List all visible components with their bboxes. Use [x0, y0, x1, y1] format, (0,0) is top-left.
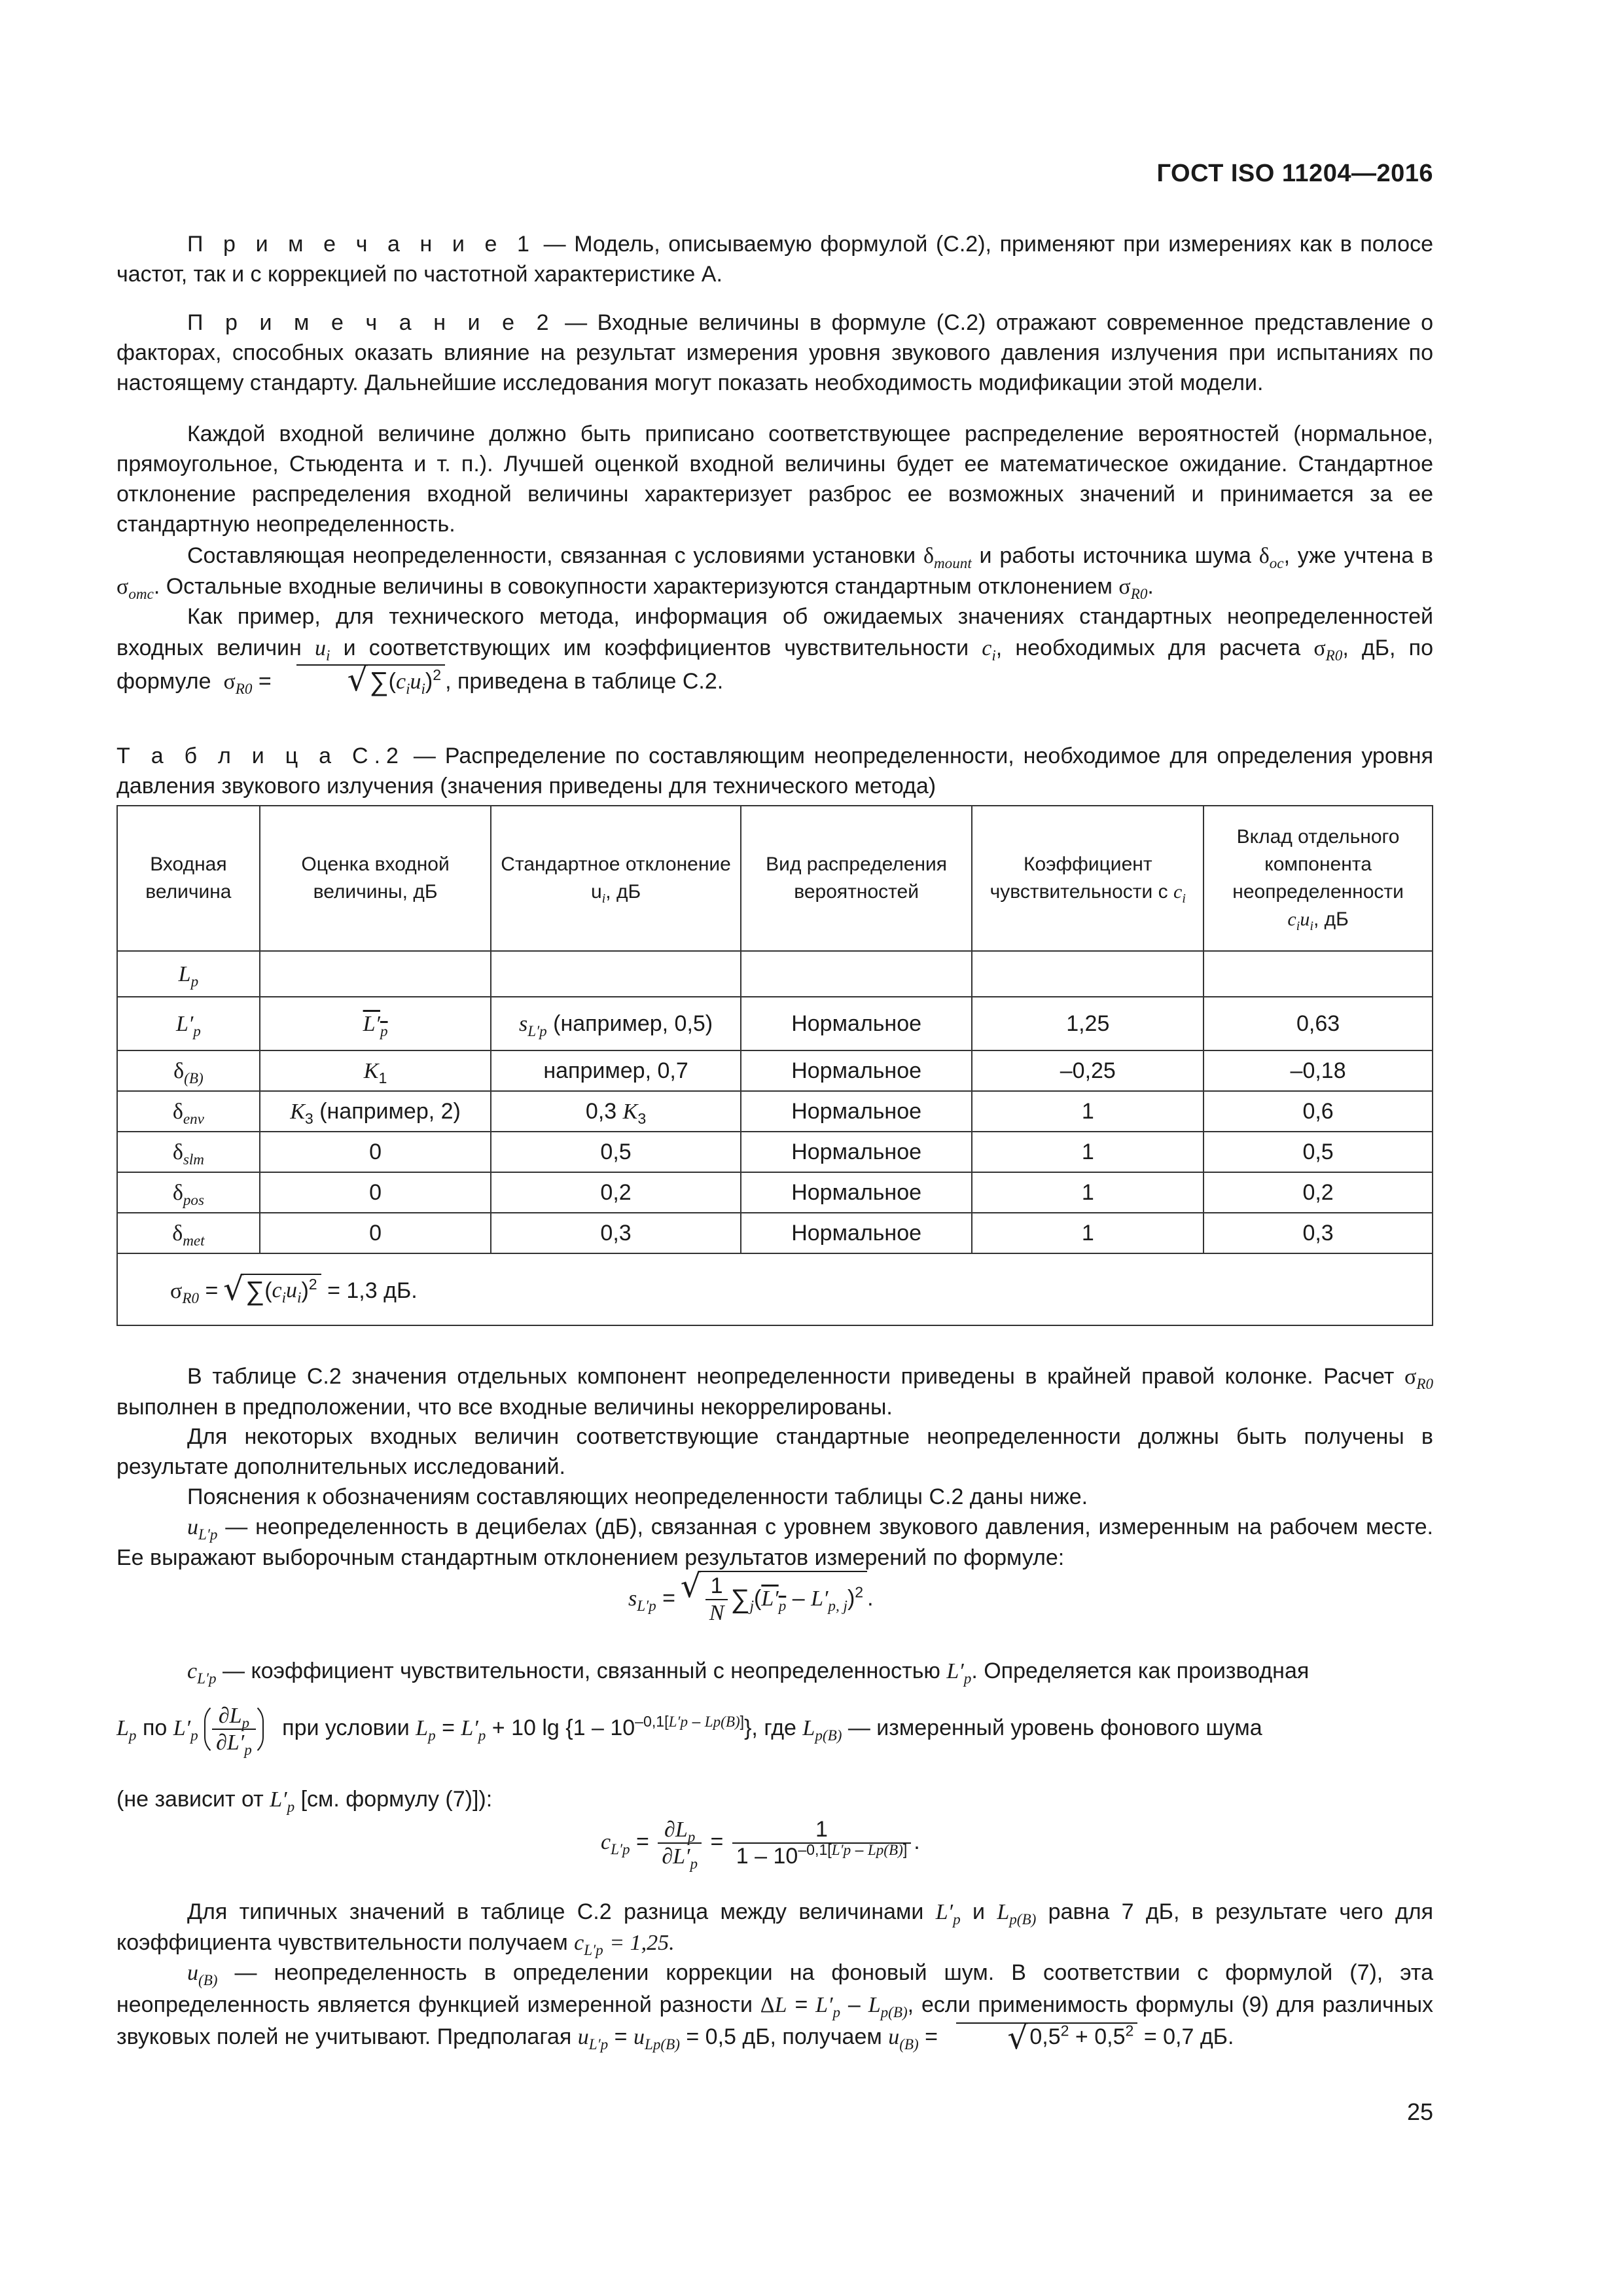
paragraph-not-dependent: (не зависит от $L'_p$ [см. формулу (7)]):	[116, 1787, 493, 1816]
header-sensitivity: Коэффициент чувствительности c $c_i$	[972, 806, 1204, 951]
cell-coef	[972, 951, 1204, 997]
formula-s-lp: $s_{L'p}$ = √ $\frac{1}{N}$ $\sum_j(L'_p - L'_{p, j})^2$ .	[628, 1571, 874, 1626]
paragraph-example: Как пример, для технического метода, информация об ожидаемых значениях стандартных неопределенностей входных величин $u_i$ и соответствующих им коэффициентов чувствительности $c_i$, необходимых для расчета $\sigma_{R0}$, дБ, по формуле $\sigma_{R0}$ = √ $\sum(c_iu_i)^2$ , приведена в таблице С.2.	[116, 601, 1433, 698]
page-number: 25	[1406, 2098, 1433, 2125]
table-row	[117, 1091, 1433, 1132]
cell-quantity: $\delta_{(B)}$	[117, 1050, 260, 1091]
cell-dist: Нормальное	[741, 1091, 972, 1132]
note-1-label: П р и м е ч а н и е 1	[187, 232, 535, 257]
cell-quantity: $\delta_{env}$	[117, 1091, 260, 1132]
paragraph-derivative: $L_p$ по $L'_p$ $\frac{\partial L_p}{\partial L'_p}$ при условии $L_p = L'_p + 10$ $\lg \{1 - 10^{-0,1[L'p - Lp(B)]}\}$, где $L_{p(B)}$ — измеренный уровень фонового шума	[116, 1702, 1433, 1757]
cell-std: $s_{L'p}$ (например, 0,5)	[491, 997, 740, 1050]
cell-dist: Нормальное	[741, 1132, 972, 1172]
cell-contrib: 0,6	[1204, 1091, 1433, 1132]
cell-contrib: 0,2	[1204, 1172, 1433, 1213]
header-contribution: Вклад отдельного компонента неопределенности $c_iu_i$, дБ	[1204, 806, 1433, 951]
cell-estimate: $K_3$ (например, 2)	[260, 1091, 491, 1132]
table-row	[117, 951, 1433, 997]
paragraph-typical-values: Для типичных значений в таблице С.2 разница между величинами $L'_p$ и $L_{p(B)}$ равна 7 дБ, в результате чего для коэффициента чувствительности получаем $c_{L'p} = 1,25$.	[116, 1899, 1433, 1960]
cell-coef: 1	[972, 1091, 1204, 1132]
cell-contrib: 0,5	[1204, 1132, 1433, 1172]
paragraph-u-lp: $u_{L'p}$ — неопределенность в децибелах (дБ), связанная с уровнем звукового давления, измеренным на рабочем месте. Ее выражают выборочным стандартным отклонением результатов измерений по формуле:	[116, 1515, 1433, 1570]
table-row	[117, 1050, 1433, 1091]
cell-estimate: $L'_p$	[260, 997, 491, 1050]
formula-c-lp: $c_{L'p}$ = $\frac{\partial L_p}{\partial L'_p}$ = $\frac{1}{1 - 10^{-0,1[L'p - Lp(B)]}}$ .	[601, 1817, 920, 1873]
cell-std	[491, 951, 740, 997]
cell-coef: 1	[972, 1213, 1204, 1253]
table-caption-label: Т а б л и ц а С.2	[116, 744, 404, 768]
paragraph-c-lp: $c_{L'p}$ — коэффициент чувствительности, связанный с неопределенностью $L'_p$. Определяется как производная	[187, 1659, 1310, 1688]
cell-contrib	[1204, 951, 1433, 997]
cell-contrib: –0,18	[1204, 1050, 1433, 1091]
cell-estimate: 0	[260, 1213, 491, 1253]
table-sum-row	[117, 1253, 1433, 1325]
cell-contrib: 0,63	[1204, 997, 1433, 1050]
header-estimate: Оценка входной величины, дБ	[260, 806, 491, 951]
cell-dist	[741, 951, 972, 997]
cell-estimate: 0	[260, 1132, 491, 1172]
table-row	[117, 1213, 1433, 1253]
cell-coef: 1,25	[972, 997, 1204, 1050]
note-2	[116, 308, 1433, 398]
table-caption	[116, 741, 1433, 801]
sum-formula-cell: $\sigma_{R0}$ = √ $\sum(c_iu_i)^2 = 1,3$ дБ.	[117, 1253, 1433, 1325]
cell-quantity: $\delta_{slm}$	[117, 1132, 260, 1172]
cell-quantity: $\delta_{met}$	[117, 1213, 260, 1253]
paragraph-distribution: Каждой входной величине должно быть приписано соответствующее распределение вероятностей (нормальное, прямоугольное, Стьюдента и т. п.). Лучшей оценкой входной величины будет ее математическое ожидание. Стандартное отклонение распределения входной величины характеризует разброс ее возможных значений и принимается за ее стандартную неопределенность.	[116, 422, 1433, 537]
cell-std: 0,3	[491, 1213, 740, 1253]
paragraph-additional: Для некоторых входных величин соответствующие стандартные неопределенности должны быть получены в результате дополнительных исследований.	[116, 1424, 1433, 1479]
cell-estimate: 0	[260, 1172, 491, 1213]
cell-std: 0,5	[491, 1132, 740, 1172]
cell-coef: 1	[972, 1172, 1204, 1213]
paragraph-explanations: Пояснения к обозначениям составляющих неопределенности таблицы С.2 даны ниже.	[187, 1484, 1088, 1509]
cell-quantity: $L'_p$	[117, 997, 260, 1050]
table-row	[117, 1172, 1433, 1213]
cell-coef: –0,25	[972, 1050, 1204, 1091]
cell-contrib: 0,3	[1204, 1213, 1433, 1253]
cell-std: 0,3 $K_3$	[491, 1091, 740, 1132]
paragraph-mount: Составляющая неопределенности, связанная с условиями установки $\delta_{mount}$ и работы источника шума $\delta_{oc}$, уже учтена в $\sigma_{omc}$. Остальные входные величины в совокупности характеризуются стандартным отклонением $\sigma_{R0}$.	[116, 543, 1433, 603]
cell-dist: Нормальное	[741, 1050, 972, 1091]
cell-dist: Нормальное	[741, 997, 972, 1050]
header-distribution: Вид распределения вероятностей	[741, 806, 972, 951]
note-2-label: П р и м е ч а н и е 2	[187, 310, 555, 335]
table-row	[117, 1132, 1433, 1172]
cell-coef: 1	[972, 1132, 1204, 1172]
table-row	[117, 997, 1433, 1050]
header-std-deviation: Стандартное отклонение $u_i$, дБ	[491, 806, 740, 951]
cell-dist: Нормальное	[741, 1213, 972, 1253]
cell-quantity: $L_p$	[117, 951, 260, 997]
cell-quantity: $\delta_{pos}$	[117, 1172, 260, 1213]
cell-dist: Нормальное	[741, 1172, 972, 1213]
table-header-row	[117, 806, 1433, 951]
cell-estimate: $K_1$	[260, 1050, 491, 1091]
paragraph-u-b: $u_{(B)}$ — неопределенность в определении коррекции на фоновый шум. В соответствии с формулой (7), эта неопределенность является функцией измеренной разности $\Delta L = L'_p - L_{p(B)}$, если применимость формулы (9) для различных звуковых полей не учитывают. Предполагая $u_{L'p} = u_{Lp(B)} = 0,5$ дБ, получаем $u_{(B)}$ = √ $0,5^2 + 0,5^2 = 0,7$ дБ.	[116, 1957, 1433, 2053]
document-header: ГОСТ ISO 11204—2016	[1156, 160, 1433, 187]
cell-estimate	[260, 951, 491, 997]
header-input-quantity: Входная величина	[117, 806, 260, 951]
note-2-text: — Входные величины в формуле (С.2) отражают современное представление о факторах, способных оказать влияние на результат измерения уровня звукового давления излучения при испытаниях по настоящему стандарту. Дальнейшие исследования могут показать необходимость модификации этой модели.	[116, 310, 1433, 395]
sum-value: = 1,3 дБ.	[321, 1278, 418, 1303]
paragraph-table-note: В таблице С.2 значения отдельных компонент неопределенности приведены в крайней правой колонке. Расчет $\sigma_{R0}$ выполнен в предположении, что все входные величины некоррелированы.	[116, 1364, 1433, 1420]
cell-std: например, 0,7	[491, 1050, 740, 1091]
uncertainty-table	[116, 805, 1433, 1326]
note-1	[116, 229, 1433, 289]
table-caption-text: — Распределение по составляющим неопределенности, необходимое для определения уровня давления звукового излучения (значения приведены для технического метода)	[116, 744, 1433, 798]
cell-std: 0,2	[491, 1172, 740, 1213]
note-1-text: — Модель, описываемую формулой (С.2), применяют при измерениях как в полосе частот, так и с коррекцией по частотной характеристике А.	[116, 232, 1434, 287]
